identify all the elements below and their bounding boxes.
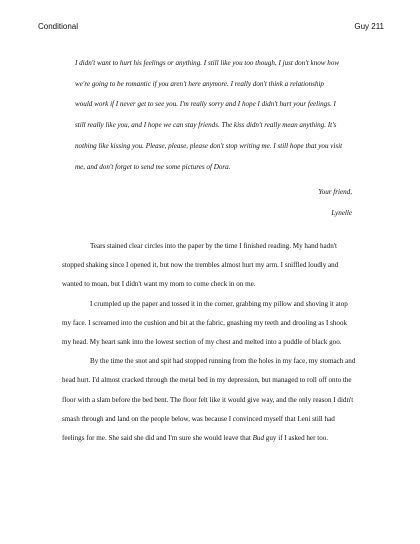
paragraph: I crumpled up the paper and tossed it in the corner, grabbing my pillow and shoving it atop my face. I screamed into the cushion and bit at the fabric, gnashing my teeth and drooling as I shook my head. My heart sank into the lowest section of my chest and melted into a puddle of black goo. [62, 299, 348, 347]
paragraph-text: guy if I asked her too. [264, 434, 329, 443]
paragraph: Tears stained clear circles into the paper by the time I finished reading. My hand hadn't stopped shaking since I opened it, but now the trembles almost hurt my arm. I sniffled loudly and wanted to moan, but I didn't want my mom to come check in on me. [62, 242, 339, 289]
page-header [38, 22, 384, 31]
paragraph-text: By the time the snot and spit had stopped running from the holes in my face, my stomach and head hurt. I'd almost cracked through the metal bed in my depression, but managed to roll off onto the floor with a slam before the bed bent. The floor felt like it would give way, and the only reason I didn't smash through and land on the people below, was because I convinced myself that Leni still had feelings for me. She said she did and I'm sure she would leave that [62, 357, 356, 443]
letter-closing: Your friend, [318, 188, 352, 196]
letter-signature: Lynelle [331, 209, 352, 217]
page-number: Guy 211 [354, 22, 384, 31]
body-text [62, 237, 357, 448]
italic-word: Bud [252, 434, 265, 443]
letter-text: I didn't want to hurt his feelings or anything. I still like you too though, I just don't know how we're going to be romantic if you aren't here anymore. I really don't think a relationship would work if I never get to see you. I'm really sorry and I hope I didn't hurt your feelings. I still really like you, and I hope we can stay friends. The kiss didn't really mean anything. It's nothing like kissing you. Please, please, please don't stop writing me. I still hope that you visit me, and don't forget to send me some pictures of Dora. [75, 59, 343, 171]
running-title: Conditional [38, 22, 79, 31]
paragraph [62, 352, 357, 448]
